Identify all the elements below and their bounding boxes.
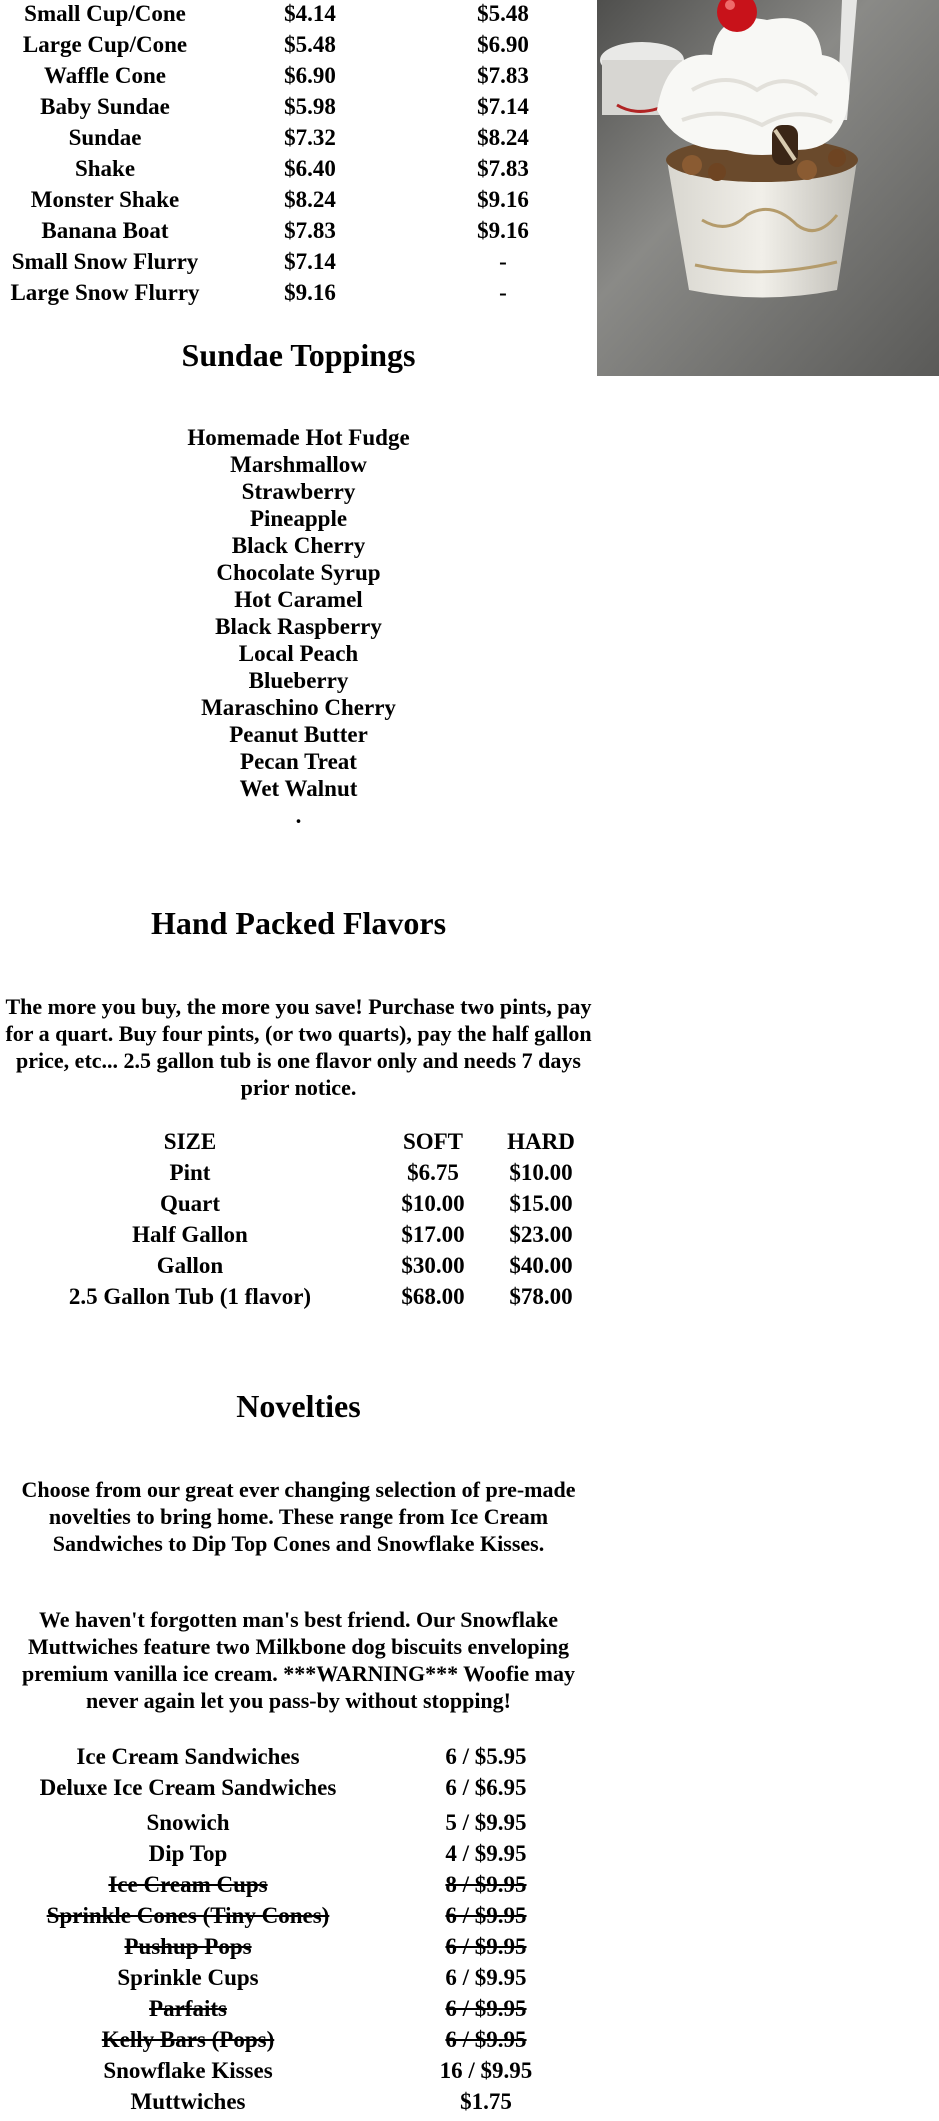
topping-item: Black Raspberry — [215, 614, 382, 639]
hard-price-cell: $40.00 — [509, 1253, 573, 1278]
hard-column-header: HARD — [507, 1129, 575, 1154]
novelty-price-discontinued: 6 / $9.95 — [445, 1903, 527, 1928]
size-cell: Pint — [169, 1160, 211, 1185]
novelty-name-discontinued: Kelly Bars (Pops) — [101, 2027, 275, 2052]
novelty-price: 6 / $5.95 — [445, 1744, 527, 1769]
menu-item-name: Small Snow Flurry — [11, 249, 199, 274]
menu-item-large-price: $9.16 — [477, 187, 529, 212]
topping-item: Wet Walnut — [239, 776, 358, 801]
novelty-price-discontinued: 8 / $9.95 — [445, 1872, 527, 1897]
menu-item-small-price: $5.98 — [284, 94, 336, 119]
size-cell: 2.5 Gallon Tub (1 flavor) — [68, 1284, 312, 1309]
novelty-price: 6 / $9.95 — [445, 1965, 527, 1990]
menu-item-small-price: $9.16 — [284, 280, 336, 305]
novelty-name-discontinued: Sprinkle Cones (Tiny Cones) — [46, 1903, 330, 1928]
size-column-header: SIZE — [163, 1129, 217, 1154]
menu-item-name: Large Snow Flurry — [10, 280, 200, 305]
novelty-price-discontinued: 6 / $9.95 — [445, 1934, 527, 1959]
menu-item-large-price: - — [499, 249, 507, 274]
menu-item-small-price: $7.14 — [284, 249, 336, 274]
topping-item: Peanut Butter — [229, 722, 368, 747]
hand-packed-intro: The more you buy, the more you save! Purchase two pints, pay for a quart. Buy four pints, (or two quarts), pay the half gallon price, etc... 2.5 gallon tub is one flavor only and needs 7 days prior notice. — [5, 994, 592, 1100]
novelty-price-discontinued: 6 / $9.95 — [445, 1996, 527, 2021]
sundae-photo — [597, 0, 939, 376]
menu-item-small-price: $4.14 — [284, 1, 336, 26]
topping-item: Pecan Treat — [240, 749, 357, 774]
menu-item-large-price: - — [499, 280, 507, 305]
novelty-name: Ice Cream Sandwiches — [76, 1744, 300, 1769]
size-cell: Quart — [159, 1191, 221, 1216]
novelties-heading: Novelties — [236, 1388, 361, 1424]
menu-item-small-price: $7.83 — [284, 218, 336, 243]
soft-price-cell: $30.00 — [401, 1253, 465, 1278]
menu-item-name: Monster Shake — [30, 187, 180, 212]
soft-price-cell: $10.00 — [401, 1191, 465, 1216]
topping-item: Strawberry — [241, 479, 356, 504]
size-cell: Half Gallon — [132, 1222, 248, 1247]
menu-item-large-price: $8.24 — [477, 125, 529, 150]
topping-item: Hot Caramel — [234, 587, 363, 612]
novelty-name: Snowflake Kisses — [103, 2058, 273, 2083]
novelty-name: Muttwiches — [130, 2089, 246, 2114]
menu-item-name: Large Cup/Cone — [22, 32, 188, 57]
menu-item-small-price: $8.24 — [284, 187, 336, 212]
novelties-description: Choose from our great ever changing selection of pre-made novelties to bring home. These range from Ice Cream Sandwiches to Dip Top Cones and Snowflake Kisses. — [21, 1477, 576, 1556]
hand-packed-heading: Hand Packed Flavors — [150, 905, 447, 941]
menu-item-large-price: $6.90 — [477, 32, 529, 57]
toppings-heading: Sundae Toppings — [181, 337, 416, 373]
menu-item-small-price: $6.40 — [284, 156, 336, 181]
novelty-name-discontinued: Pushup Pops — [124, 1934, 252, 1959]
menu-item-large-price: $9.16 — [477, 218, 529, 243]
novelty-price: 16 / $9.95 — [439, 2058, 533, 2083]
hard-price-cell: $15.00 — [509, 1191, 573, 1216]
topping-item: Blueberry — [248, 668, 349, 693]
novelty-name: Snowich — [146, 1810, 230, 1835]
topping-item: Black Cherry — [231, 533, 366, 558]
menu-item-name: Sundae — [68, 125, 142, 150]
muttwiches-description: We haven't forgotten man's best friend. Our Snowflake Muttwiches feature two Milkbone dog biscuits enveloping premium vanilla ice cream. ***WARNING*** Woofie may never again let you pass-by without stopping! — [21, 1607, 575, 1713]
menu-item-large-price: $7.83 — [477, 63, 529, 88]
novelty-price-discontinued: 6 / $9.95 — [445, 2027, 527, 2052]
novelty-name-discontinued: Parfaits — [149, 1996, 227, 2021]
soft-price-cell: $17.00 — [401, 1222, 465, 1247]
menu-item-name: Small Cup/Cone — [24, 1, 186, 26]
soft-column-header: SOFT — [402, 1129, 464, 1154]
size-cell: Gallon — [156, 1253, 224, 1278]
novelty-price: 5 / $9.95 — [445, 1810, 527, 1835]
novelty-name: Dip Top — [148, 1841, 228, 1866]
menu-item-large-price: $5.48 — [477, 1, 529, 26]
hard-price-cell: $23.00 — [509, 1222, 573, 1247]
topping-item: Marshmallow — [230, 452, 367, 477]
soft-price-cell: $68.00 — [401, 1284, 465, 1309]
menu-item-name: Banana Boat — [41, 218, 169, 243]
menu-item-small-price: $5.48 — [284, 32, 336, 57]
topping-item: Homemade Hot Fudge — [187, 425, 410, 450]
topping-item: Maraschino Cherry — [201, 695, 396, 720]
menu-item-name: Shake — [74, 156, 136, 181]
novelty-price: $1.75 — [460, 2089, 512, 2114]
menu-item-large-price: $7.83 — [477, 156, 529, 181]
toppings-list — [0, 424, 597, 829]
topping-item: Local Peach — [238, 641, 359, 666]
novelty-price: 4 / $9.95 — [445, 1841, 527, 1866]
menu-item-name: Baby Sundae — [40, 94, 170, 119]
novelty-name-discontinued: Ice Cream Cups — [108, 1872, 268, 1897]
novelty-name: Sprinkle Cups — [117, 1965, 259, 1990]
menu-item-name: Waffle Cone — [43, 63, 166, 88]
hard-price-cell: $78.00 — [509, 1284, 573, 1309]
hard-price-cell: $10.00 — [509, 1160, 573, 1185]
menu-item-small-price: $6.90 — [284, 63, 336, 88]
menu-item-large-price: $7.14 — [477, 94, 529, 119]
soft-price-cell: $6.75 — [407, 1160, 459, 1185]
novelty-name: Deluxe Ice Cream Sandwiches — [39, 1775, 337, 1800]
topping-item: . — [295, 803, 302, 828]
novelty-price: 6 / $6.95 — [445, 1775, 527, 1800]
menu-item-small-price: $7.32 — [284, 125, 336, 150]
topping-item: Pineapple — [249, 506, 348, 531]
topping-item: Chocolate Syrup — [216, 560, 381, 585]
